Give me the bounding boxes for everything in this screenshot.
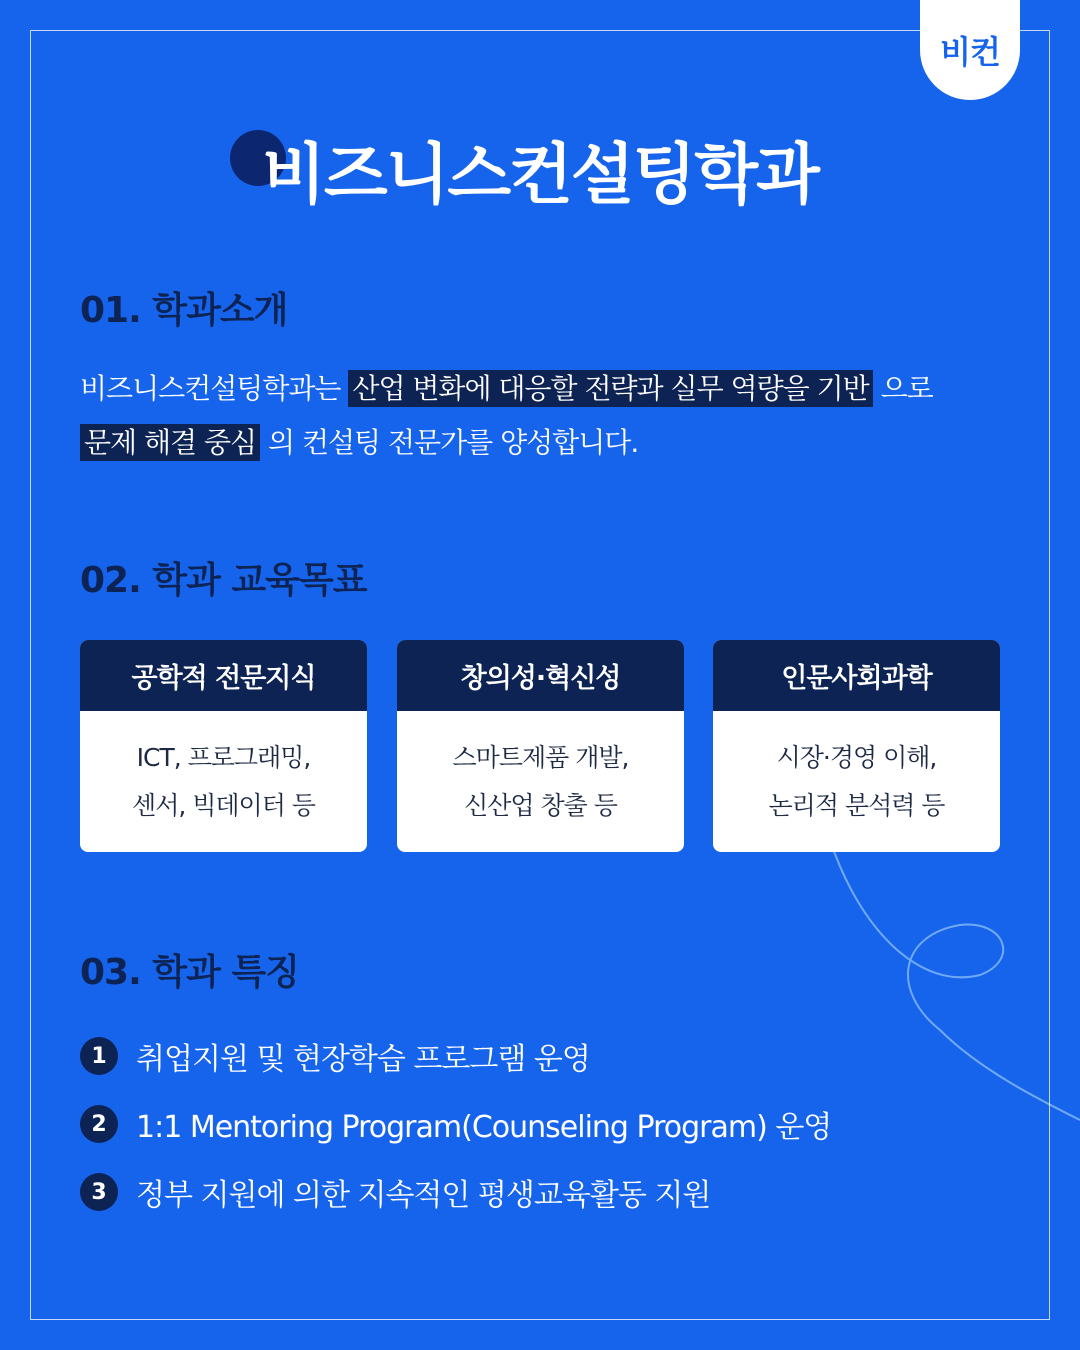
list-item [80,1158,1020,1226]
number-badge: 2 [80,1105,118,1143]
goal-cards [80,640,1000,852]
goal-card-body [80,711,367,852]
intro-text-a: 비즈니스컨설팅학과는 [80,372,349,405]
section-heading-features: 03. 학과 특징 [80,952,299,993]
goal-card-line: 센서, 빅데이터 등 [132,790,315,820]
goal-card-line: 논리적 분석력 등 [768,790,945,820]
page-title-wrap [0,130,1080,220]
section-heading-intro: 01. 학과소개 [80,290,288,331]
brand-badge-label: 비컨 [940,33,1000,71]
goal-card-body [397,711,684,852]
intro-paragraph [80,362,1020,470]
feature-text: 정부 지원에 의한 지속적인 평생교육활동 지원 [136,1178,711,1213]
feature-text: 1:1 Mentoring Program(Counseling Program) 운영 [136,1110,832,1145]
goal-card-line: 신산업 창출 등 [464,790,617,820]
goal-card-line: ICT, 프로그래밍, [136,742,311,772]
goal-card [713,640,1000,852]
intro-highlight-a: 산업 변화에 대응할 전략과 실무 역량을 기반 [348,370,872,407]
goal-card-title: 인문사회과학 [713,640,1000,711]
list-item [80,1090,1020,1158]
brand-badge [920,0,1020,100]
intro-text-c: 의 컨설팅 전문가를 양성합니다. [260,426,639,459]
feature-list [80,1022,1020,1226]
intro-text-b: 으로 [872,372,933,405]
goal-card-line: 시장·경영 이해, [776,742,937,772]
goal-card-body [713,711,1000,852]
goal-card-line: 스마트제품 개발, [452,742,629,772]
goal-card [80,640,367,852]
list-item [80,1022,1020,1090]
number-badge: 3 [80,1173,118,1211]
section-heading-goals: 02. 학과 교육목표 [80,560,367,601]
intro-highlight-b: 문제 해결 중심 [80,424,260,461]
feature-text: 취업지원 및 현장학습 프로그램 운영 [136,1042,590,1077]
page-title: 비즈니스컨설팅학과 [262,136,818,213]
goal-card [397,640,684,852]
number-badge: 1 [80,1037,118,1075]
goal-card-title: 창의성·혁신성 [397,640,684,711]
goal-card-title: 공학적 전문지식 [80,640,367,711]
